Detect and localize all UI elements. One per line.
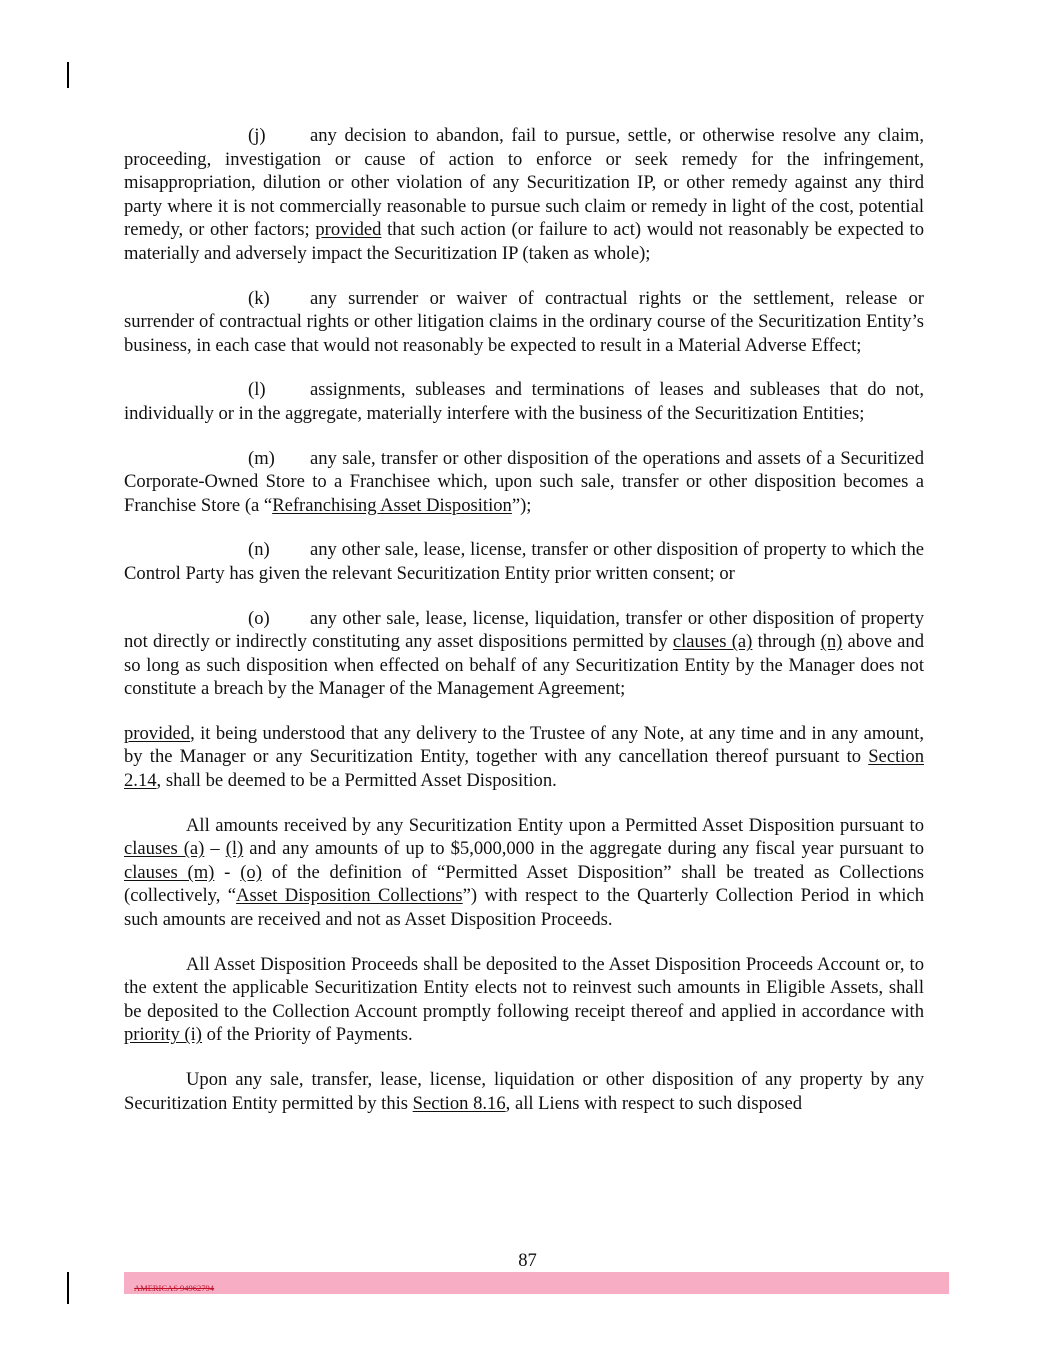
cross-reference-clauses-a: clauses (a) — [124, 838, 205, 860]
clause-m: (m) any sale, transfer or other disposition of the operations and assets of a Securitized Corporate-Owned Store to a Franchisee which, upon such sale, transfer or other disposition becomes a Franchise Store (a “Refranchising Asset Disposition”); — [124, 447, 924, 516]
clause-label: (o) — [248, 607, 270, 629]
revision-bar-bottom — [67, 1272, 69, 1304]
clause-label: (k) — [248, 287, 270, 309]
defined-term-refranchising: Refranchising Asset Disposition — [272, 494, 512, 516]
clause-o: (o) any other sale, lease, license, liquidation, transfer or other disposition of property not directly or indirectly constituting any asset dispositions permitted by clauses (a) through (n) above and so long as such disposition when effected on behalf of any Securitization Entity by the Manager does not constitute a breach by the Manager of the Management Agreement; — [124, 607, 924, 700]
proviso-paragraph: provided, it being understood that any delivery to the Trustee of any Note, at any time and in any amount, by the Manager or any Securitization Entity, together with any cancellation thereof pursuant to Section 2.14, shall be deemed to be a Permitted Asset Disposition. — [124, 722, 924, 792]
defined-term-asset-disposition-collections: Asset Disposition Collections — [236, 885, 463, 907]
cross-reference-priority-i: priority (i) — [124, 1024, 202, 1046]
clause-label: (j) — [248, 125, 266, 146]
clause-label: (l) — [248, 379, 266, 401]
page-number: 87 — [518, 1250, 537, 1271]
cross-reference-section-8-16: Section 8.16 — [412, 1092, 506, 1114]
cross-reference-section-2-14: Section 2.14 — [124, 746, 924, 792]
clause-label: (n) — [248, 539, 270, 561]
defined-term-provided: provided — [315, 219, 382, 241]
cross-reference-l: (l) — [225, 838, 244, 860]
clause-k: (k) any surrender or waiver of contractual rights or the settlement, release or surrender of contractual rights or other litigation claims in the ordinary course of the Securitization Entity’s business, in each case that would not reasonably be expected to result in a Material Adverse Effect; — [124, 287, 924, 356]
clause-j: (j) any decision to abandon, fail to pursue, settle, or otherwise resolve any claim, proceeding, investigation or cause of action to enforce or seek remedy for the infringement, misappropriation, dilution or other violation of any Securitization IP, or other remedy against any third party where it is not commercially reasonable to pursue such claim or remedy in light of the cost, potential remedy, or other factors; provided that such action (or failure to act) would not reasonably be expected to materially and adversely impact the Securitization IP (taken as whole); — [124, 125, 924, 264]
clause-label: (m) — [248, 447, 275, 469]
footer-band — [124, 1272, 949, 1294]
proceeds-paragraph: All Asset Disposition Proceeds shall be deposited to the Asset Disposition Proceeds Account or, to the extent the applicable Securitization Entity elects not to reinvest such amounts in Eligible Assets, shall be deposited to the Collection Account promptly following receipt thereof and applied in accordance with priority (i) of the Priority of Payments. — [124, 953, 924, 1046]
clause-n: (n) any other sale, lease, license, transfer or other disposition of property to which the Control Party has given the relevant Securitization Entity prior written consent; or — [124, 539, 924, 584]
liens-paragraph: Upon any sale, transfer, lease, license, liquidation or other disposition of any property by any Securitization Entity permitted by this Section 8.16, all Liens with respect to such disposed — [124, 1069, 924, 1114]
cross-reference-n: (n) — [820, 631, 843, 653]
cross-reference-clauses-a: clauses (a) — [672, 631, 753, 653]
revision-bar-top — [67, 62, 69, 88]
document-id-code: AMERICAS 94962794 — [134, 1283, 215, 1293]
cross-reference-o: (o) — [240, 861, 262, 883]
clause-l: (l) assignments, subleases and terminations of leases and subleases that do not, individually or in the aggregate, materially interfere with the business of the Securitization Entities; — [124, 379, 924, 424]
defined-term-provided: provided — [124, 722, 191, 744]
cross-reference-clauses-m: clauses (m) — [124, 861, 215, 883]
document-body — [124, 124, 924, 1136]
amounts-paragraph: All amounts received by any Securitization Entity upon a Permitted Asset Disposition pursuant to clauses (a) – (l) and any amounts of up to $5,000,000 in the aggregate during any fiscal year pursuant to clauses (m) - (o) of the definition of “Permitted Asset Disposition” shall be treated as Collections (collectively, “Asset Disposition Collections”) with respect to the Quarterly Collection Period in which such amounts are received and not as Asset Disposition Proceeds. — [124, 814, 924, 931]
